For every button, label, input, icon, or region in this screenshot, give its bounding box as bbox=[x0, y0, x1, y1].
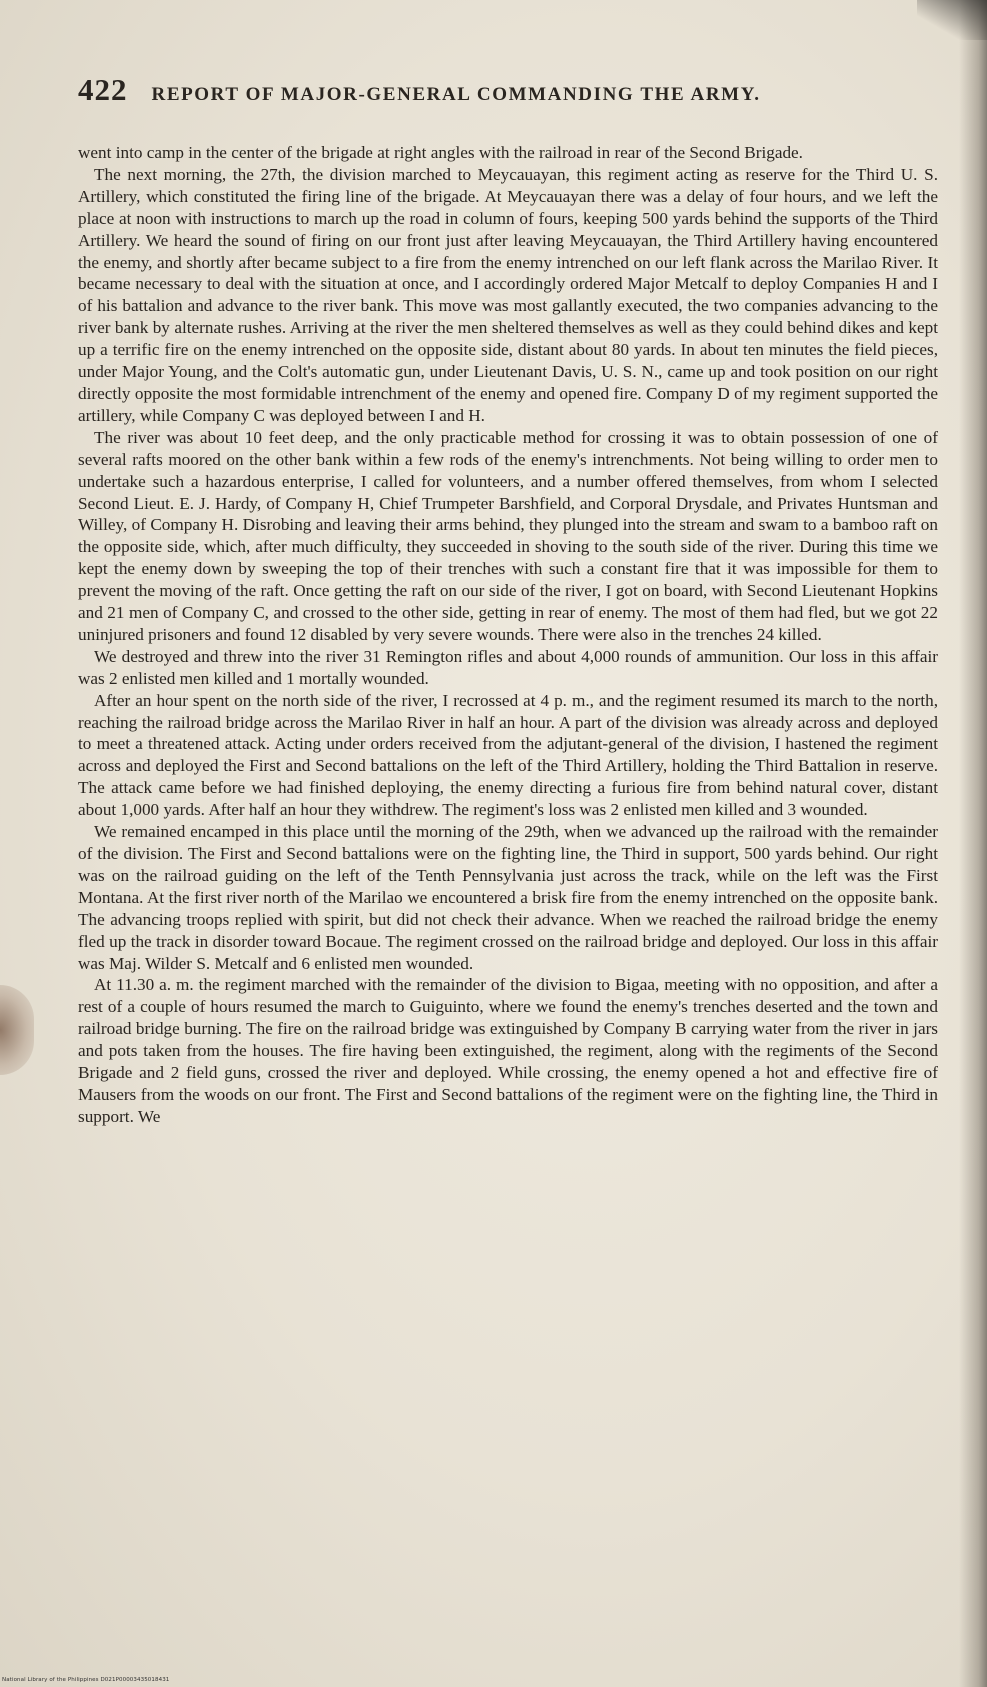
paragraph: After an hour spent on the north side of the river, I recrossed at 4 p. m., and the regiment resumed its march to the north, reaching the railroad bridge across the Marilao River in half an hour. A part of the division was already across and deployed to meet a threatened attack. Acting under orders received from the adjutant-general of the division, I hastened the regiment across and deployed the First and Second battalions on the left of the Third Artillery, holding the Third Battalion in reserve. The attack came before we had finished deploying, the enemy directing a furious fire from behind natural cover, distant about 1,000 yards. After half an hour they withdrew. The regiment's loss was 2 enlisted men killed and 3 wounded. bbox=[78, 690, 938, 820]
paragraph: The river was about 10 feet deep, and the only practicable method for crossing it was to obtain possession of one of several rafts moored on the other bank within a few rods of the enemy's intrenchments. Not being willing to order men to undertake such a hazardous enterprise, I called for volunteers, and a number offered themselves, from whom I selected Second Lieut. E. J. Hardy, of Company H, Chief Trumpeter Barshfield, and Corporal Drysdale, and Privates Huntsman and Willey, of Company H. Disrobing and leaving their arms behind, they plunged into the stream and swam to a bamboo raft on the opposite side, which, after much difficulty, they succeeded in shoving to the south side of the river. During this time we kept the enemy down by sweeping the top of their trenches with such a constant fire that it was impossible for them to prevent the moving of the raft. Once getting the raft on our side of the river, I got on board, with Second Lieutenant Hopkins and 21 men of Company C, and crossed to the other side, getting in rear of enemy. The most of them had fled, but we got 22 uninjured prisoners and found 12 disabled by very severe wounds. There were also in the trenches 24 killed. bbox=[78, 427, 938, 644]
running-head bbox=[78, 72, 938, 108]
page-edge-shadow bbox=[959, 0, 987, 1687]
page-content bbox=[78, 72, 938, 1128]
paragraph: We destroyed and threw into the river 31 Remington rifles and about 4,000 rounds of ammunition. Our loss in this affair was 2 enlisted men killed and 1 mortally wounded. bbox=[78, 646, 938, 688]
paragraph-continuation: went into camp in the center of the brigade at right angles with the railroad in rear of the Second Brigade. bbox=[78, 143, 803, 162]
archive-credit: National Library of the Philippines D021P00003435018431 bbox=[2, 1677, 170, 1683]
paragraph: At 11.30 a. m. the regiment marched with the remainder of the division to Bigaa, meeting with no opposition, and after a rest of a couple of hours resumed the march to Guiguinto, where we found the enemy's trenches deserted and the town and railroad bridge burning. The fire on the railroad bridge was extinguished by Company B carrying water from the river in jars and pots taken from the houses. The fire having been extinguished, the regiment, along with the regiments of the Second Brigade and 2 field guns, crossed the river and deployed. While crossing, the enemy opened a hot and effective fire of Mausers from the woods on our front. The First and Second battalions of the regiment were on the fighting line, the Third in support. We bbox=[78, 975, 938, 1126]
page-corner-shadow bbox=[917, 0, 987, 40]
header-title: REPORT OF MAJOR-GENERAL COMMANDING THE ARMY. bbox=[151, 84, 761, 105]
page-number: 422 bbox=[78, 72, 128, 107]
body-text bbox=[78, 142, 938, 1128]
paragraph: The next morning, the 27th, the division marched to Meycauayan, this regiment acting as reserve for the Third U. S. Artillery, which constituted the firing line of the brigade. At Meycauayan there was a delay of four hours, and we left the place at noon with instructions to march up the road in column of fours, keeping 500 yards behind the supports of the Third Artillery. We heard the sound of firing on our front just after leaving Meycauayan, the Third Artillery having encountered the enemy, and shortly after became subject to a fire from the enemy intrenched on our left flank across the Marilao River. It became necessary to deal with the situation at once, and I accordingly ordered Major Metcalf to deploy Companies H and I of his battalion and advance to the river bank. This move was most gallantly executed, the two companies advancing to the river bank by alternate rushes. Arriving at the river the men sheltered themselves as well as they could behind dikes and kept up a terrific fire on the enemy intrenched on the opposite side, distant about 80 yards. In about ten minutes the field pieces, under Major Young, and the Colt's automatic gun, under Lieutenant Davis, U. S. N., came up and took position on our right directly opposite the most formidable intrenchment of the enemy and opened fire. Company D of my regiment supported the artillery, while Company C was deployed between I and H. bbox=[78, 164, 938, 425]
paragraph: We remained encamped in this place until the morning of the 29th, when we advanced up the railroad with the remainder of the division. The First and Second battalions were on the fighting line, the Third in support, 500 yards behind. Our right was on the railroad guiding on the left of the Tenth Pennsylvania just across the track, while on the left was the First Montana. At the first river north of the Marilao we encountered a brisk fire from the enemy intrenched on the opposite bank. The advancing troops replied with spirit, but did not check their advance. When we reached the railroad bridge the enemy fled up the track in disorder toward Bocaue. The regiment crossed on the railroad bridge and deployed. Our loss in this affair was Maj. Wilder S. Metcalf and 6 enlisted men wounded. bbox=[78, 822, 938, 973]
